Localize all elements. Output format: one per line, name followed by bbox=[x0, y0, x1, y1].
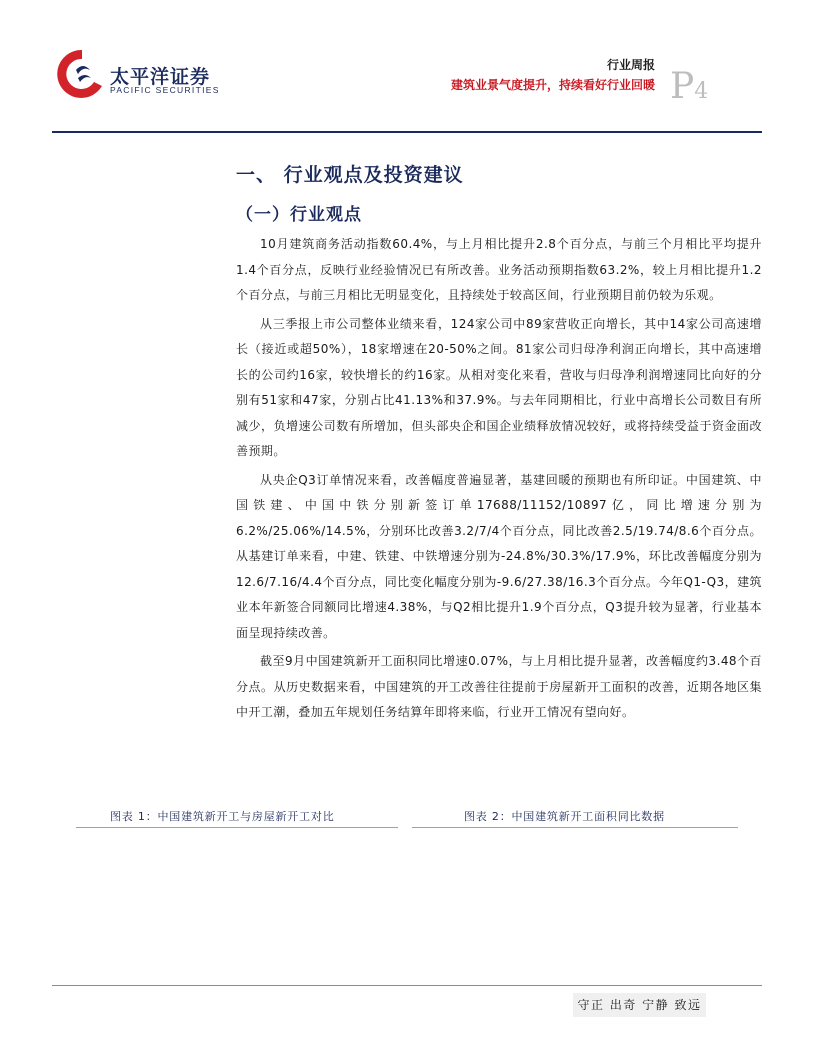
paragraph: 截至9月中国建筑新开工面积同比增速0.07%，与上月相比提升显著，改善幅度约3.48个百分点。从历史数据来看，中国建筑的开工改善往往提前于房屋新开工面积的改善，近期各地区集中开工潮，叠加五年规划任务结算年即将来临，行业开工情况有望向好。 bbox=[236, 654, 762, 719]
company-name-cn: 太平洋证券 bbox=[110, 66, 211, 88]
section-heading: 一、 行业观点及投资建议 bbox=[236, 164, 464, 186]
figure-caption-1: 图表 1：中国建筑新开工与房屋新开工对比 bbox=[76, 808, 398, 828]
header-divider bbox=[52, 131, 762, 133]
page-number bbox=[670, 66, 708, 107]
company-name-en: PACIFIC SECURITIES bbox=[110, 85, 220, 95]
paragraph: 从三季报上市公司整体业绩来看，124家公司中89家营收正向增长，其中14家公司高速增长（接近或超50%），18家增速在20-50%之间。81家公司归母净利润正向增长，其中高速增长的公司约16家，较快增长的约16家。从相对变化来看，营收与归母净利润增速同比向好的分别有51家和47家，分别占比41.13%和37.9%。与去年同期相比，行业中高增长公司数目有所减少，负增速公司数有所增加，但头部央企和国企业绩释放情况较好，或将持续受益于资金面改善预期。 bbox=[236, 316, 762, 458]
page-letter: P bbox=[670, 66, 695, 107]
figure-caption-2: 图表 2：中国建筑新开工面积同比数据 bbox=[412, 808, 738, 828]
page-digit: 4 bbox=[694, 79, 709, 104]
footer-divider bbox=[52, 985, 762, 986]
section-subheading: （一）行业观点 bbox=[236, 205, 362, 225]
pacific-securities-logo-icon bbox=[52, 44, 108, 104]
report-type: 行业周报 bbox=[606, 58, 655, 72]
report-title: 建筑业景气度提升，持续看好行业回暖 bbox=[450, 78, 655, 92]
body-text bbox=[236, 232, 762, 729]
footer-slogan: 守正 出奇 宁静 致远 bbox=[573, 993, 706, 1017]
paragraph: 10月建筑商务活动指数60.4%，与上月相比提升2.8个百分点，与前三个月相比平均提升1.4个百分点，反映行业经验情况已有所改善。业务活动预期指数63.2%，较上月相比提升1.2个百分点，与前三月相比无明显变化，且持续处于较高区间，行业预期目前仍较为乐观。 bbox=[236, 237, 762, 302]
paragraph: 从央企Q3订单情况来看，改善幅度普遍显著，基建回暖的预期也有所印证。中国建筑、中国铁建、中国中铁分别新签订单17688/11152/10897亿，同比增速分别为6.2%/25.06%/14.5%，分别环比改善3.2/7/4个百分点，同比改善2.5/19.74/8.6个百分点。从基建订单来看，中建、铁建、中铁增速分别为-24.8%/30.3%/17.9%，环比改善幅度分别为12.6/7.16/4.4个百分点，同比变化幅度分别为-9.6/27.38/16.3个百分点。今年Q1-Q3，建筑业本年新签合同额同比增速4.38%，与Q2相比提升1.9个百分点，Q3提升较为显著，行业基本面呈现持续改善。 bbox=[236, 472, 762, 640]
company-logo bbox=[52, 44, 222, 104]
